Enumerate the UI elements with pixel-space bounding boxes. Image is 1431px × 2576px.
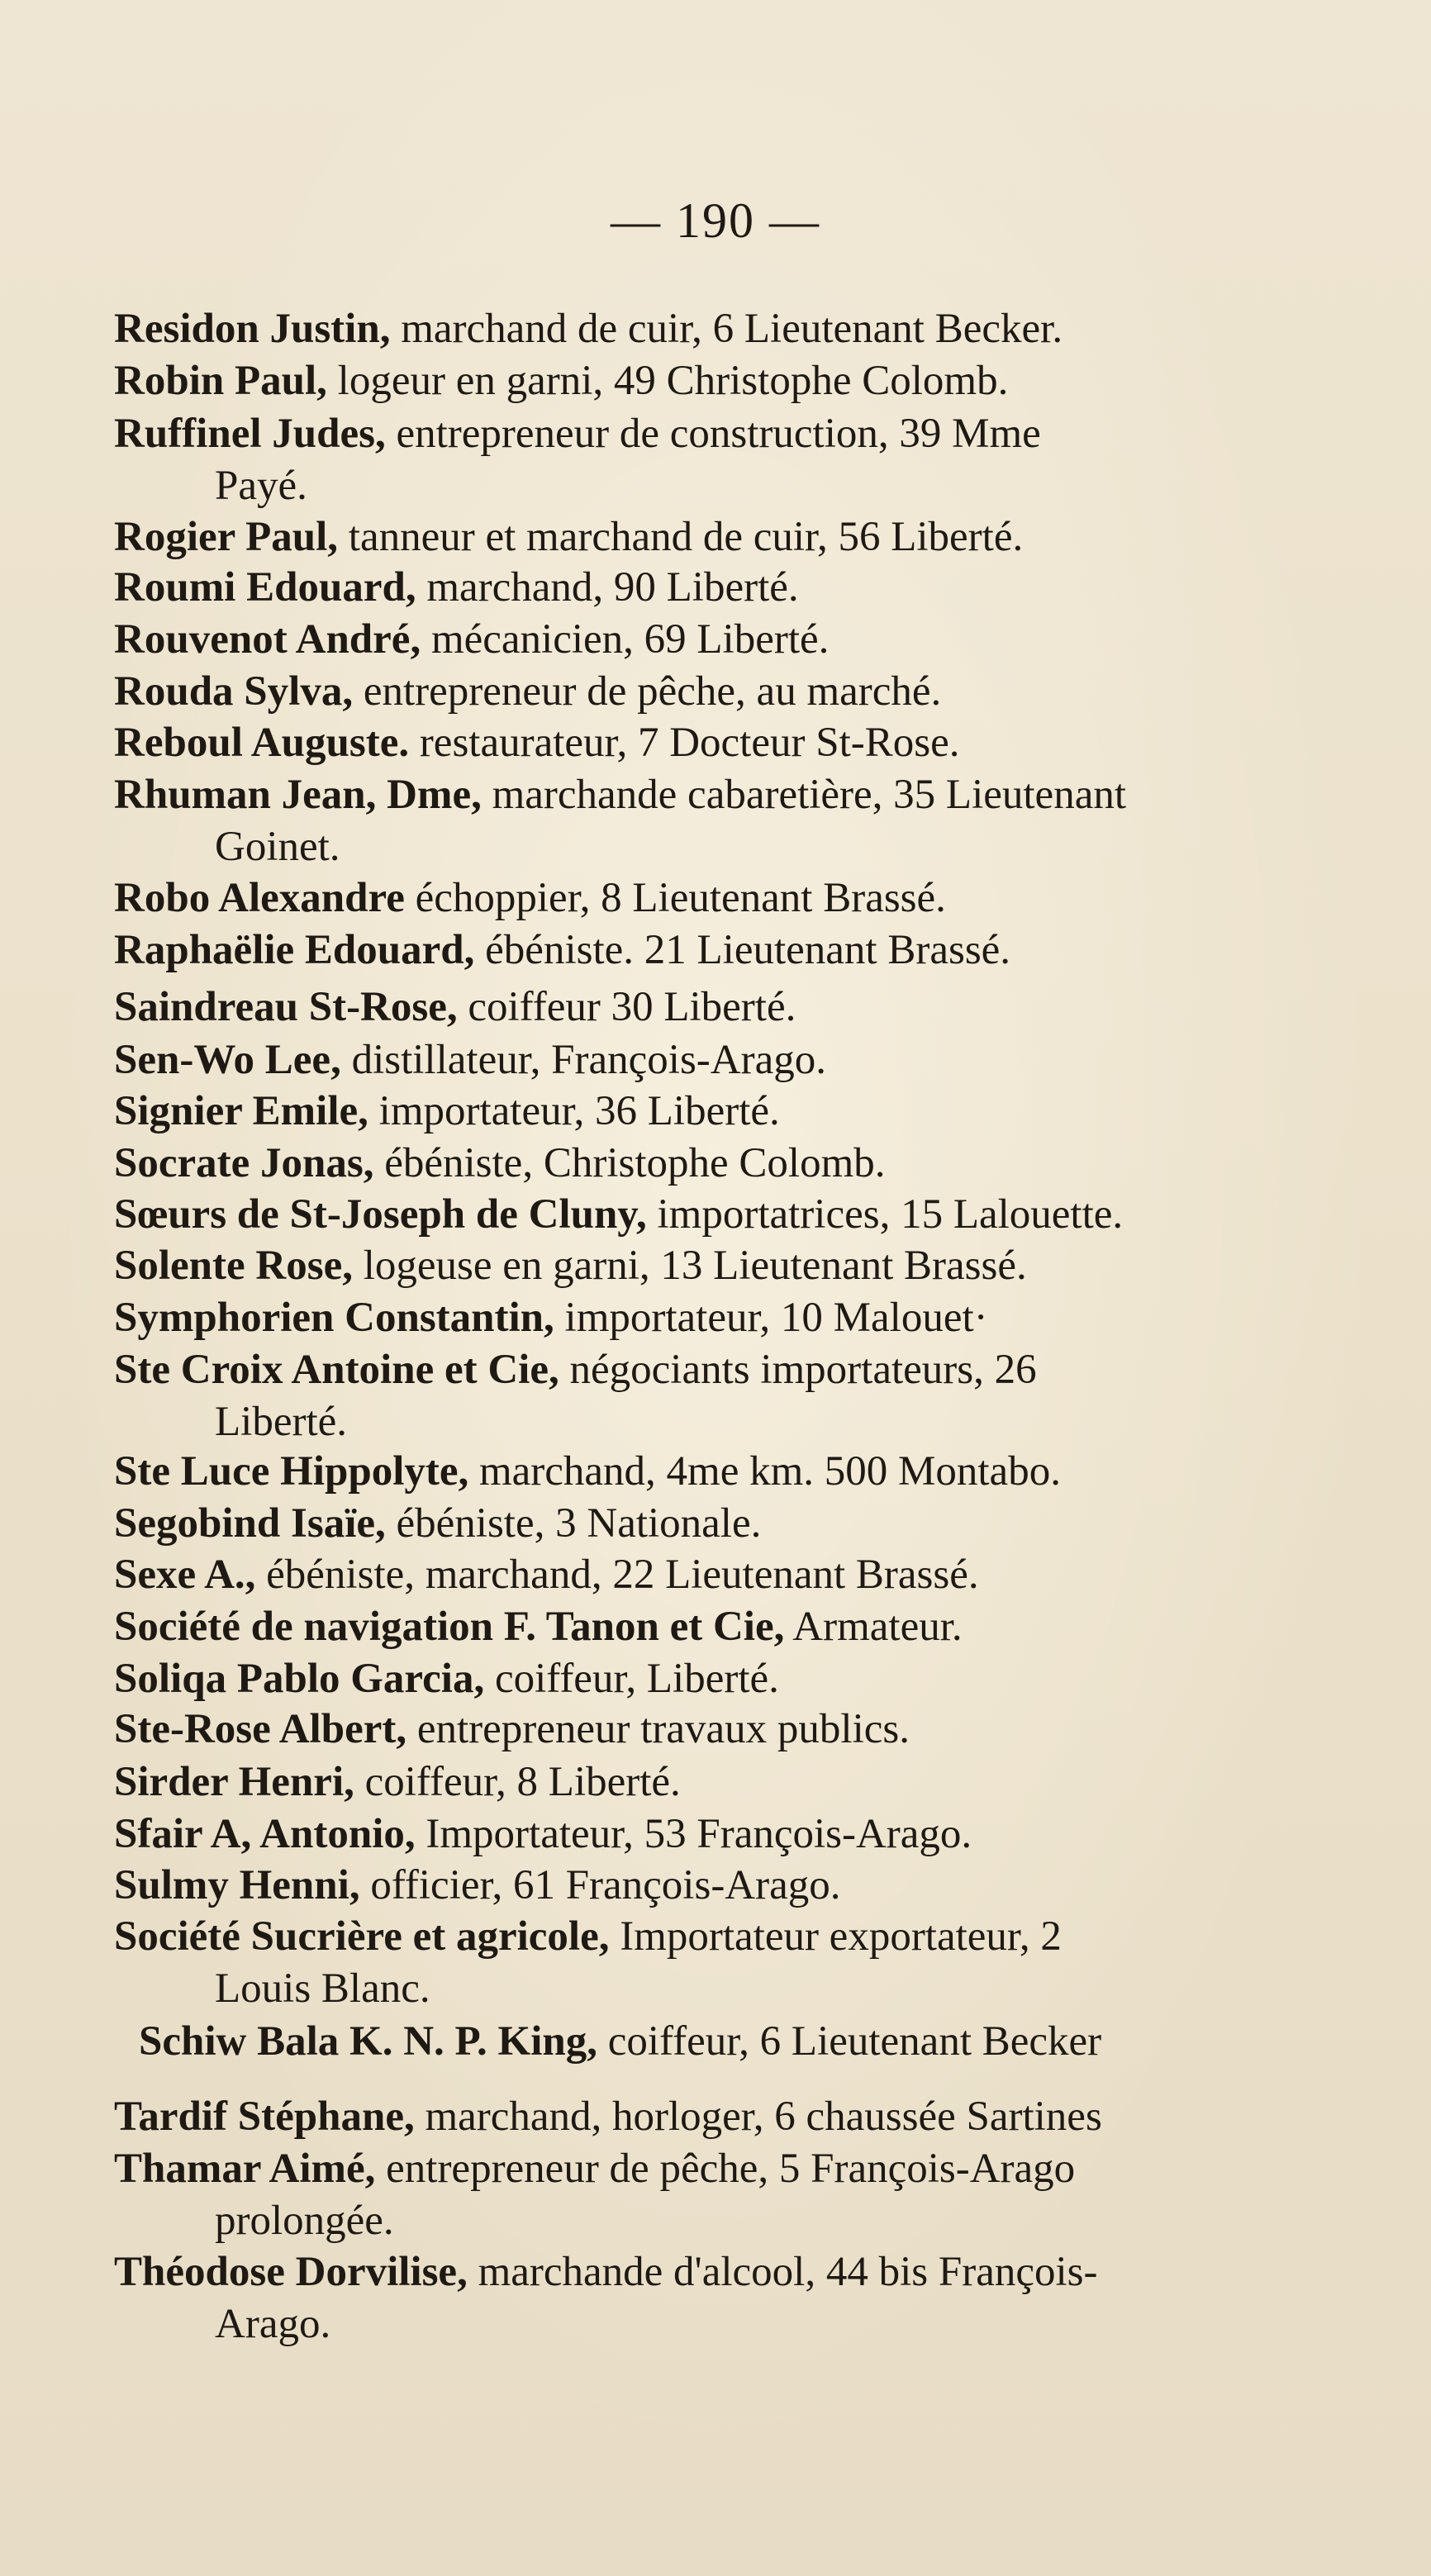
directory-entry bbox=[114, 924, 1320, 977]
directory-entry bbox=[114, 717, 1320, 769]
entry-details: entrepreneur travaux publics. bbox=[406, 1706, 910, 1752]
entry-name: Sen-Wo Lee, bbox=[114, 1037, 341, 1083]
entry-details: marchande d'alcool, 44 bis François- bbox=[467, 2249, 1098, 2295]
entry-details: ébéniste, 3 Nationale. bbox=[385, 1500, 762, 1547]
entry-name: Sexe A., bbox=[114, 1552, 256, 1598]
directory-entry bbox=[114, 614, 1320, 666]
entry-name: Rouvenot André, bbox=[114, 616, 421, 663]
entry-details: marchand, horloger, 6 chaussée Sartines bbox=[414, 2094, 1102, 2140]
entry-details: marchande cabaretière, 35 Lieutenant bbox=[481, 772, 1126, 818]
entry-details: échoppier, 8 Lieutenant Brassé. bbox=[404, 875, 946, 921]
entry-name: Rhuman Jean, Dme, bbox=[114, 772, 482, 818]
directory-entry bbox=[114, 1344, 1320, 1448]
entry-name: Société Sucrière et agricole, bbox=[114, 1913, 610, 1960]
directory-entry bbox=[114, 1808, 1320, 1861]
directory-entry bbox=[114, 1446, 1320, 1498]
entry-details: coiffeur, Liberté. bbox=[484, 1656, 779, 1702]
entry-details: coiffeur 30 Liberté. bbox=[457, 984, 796, 1030]
entry-name: Socrate Jonas, bbox=[114, 1140, 374, 1186]
entry-details: ébéniste, Christophe Colomb. bbox=[373, 1140, 886, 1186]
directory-entry bbox=[114, 2246, 1320, 2350]
entry-continuation: Liberté. bbox=[215, 1399, 347, 1445]
entry-name: Saindreau St-Rose, bbox=[114, 984, 458, 1030]
directory-entry bbox=[114, 355, 1320, 407]
directory-entry bbox=[114, 1138, 1320, 1190]
directory-entry bbox=[114, 2143, 1320, 2247]
entry-name: Soliqa Pablo Garcia, bbox=[114, 1656, 485, 1702]
entry-details: marchand, 90 Liberté. bbox=[416, 564, 799, 611]
directory-entry bbox=[114, 408, 1320, 512]
directory-entry bbox=[114, 1601, 1320, 1653]
directory-entry bbox=[114, 1034, 1320, 1086]
entry-details: ébéniste, marchand, 22 Lieutenant Brassé. bbox=[255, 1552, 979, 1598]
entry-name: Société de navigation F. Tanon et Cie, bbox=[114, 1604, 785, 1650]
entry-name: Solente Rose, bbox=[114, 1243, 353, 1289]
entry-details: entrepreneur de pêche, au marché. bbox=[353, 668, 942, 715]
directory-entry bbox=[114, 1549, 1320, 1601]
entry-details: logeur en garni, 49 Christophe Colomb. bbox=[326, 358, 1009, 404]
entry-name: Ste-Rose Albert, bbox=[114, 1706, 407, 1752]
entry-details: ébéniste. 21 Lieutenant Brassé. bbox=[474, 927, 1011, 973]
directory-entry bbox=[114, 981, 1320, 1034]
entry-continuation: Payé. bbox=[215, 463, 307, 509]
entry-details: logeuse en garni, 13 Lieutenant Brassé. bbox=[352, 1243, 1027, 1289]
entry-name: Sfair A, Antonio, bbox=[114, 1811, 416, 1857]
entry-name: Schiw Bala K. N. P. King, bbox=[139, 2018, 597, 2065]
entry-name: Ste Croix Antoine et Cie, bbox=[114, 1347, 559, 1393]
directory-entry bbox=[114, 303, 1320, 355]
directory-entry bbox=[114, 1292, 1320, 1344]
entry-details: importateur, 36 Liberté. bbox=[368, 1088, 780, 1134]
entry-name: Rouda Sylva, bbox=[114, 668, 354, 715]
entry-details: importateur, 10 Malouet· bbox=[554, 1295, 988, 1341]
directory-entry bbox=[114, 1653, 1320, 1705]
entry-name: Roumi Edouard, bbox=[114, 564, 416, 611]
directory-entry bbox=[114, 769, 1320, 873]
directory-entry bbox=[114, 562, 1320, 614]
entry-details: coiffeur, 8 Liberté. bbox=[354, 1759, 681, 1805]
entry-name: Ruffinel Judes, bbox=[114, 411, 386, 457]
entry-details: négociants importateurs, 26 bbox=[559, 1347, 1037, 1393]
entry-name: Ste Luce Hippolyte, bbox=[114, 1448, 469, 1495]
entry-details: tanneur et marchand de cuir, 56 Liberté. bbox=[338, 514, 1024, 560]
directory-entry bbox=[114, 1189, 1320, 1241]
directory-entry bbox=[114, 2091, 1320, 2143]
entry-details: Importateur, 53 François-Arago. bbox=[415, 1811, 972, 1857]
entry-details: mécanicien, 69 Liberté. bbox=[421, 616, 830, 663]
entry-continuation: Louis Blanc. bbox=[215, 1965, 430, 2012]
entry-name: Tardif Stéphane, bbox=[114, 2094, 415, 2140]
entry-details: coiffeur, 6 Lieutenant Becker bbox=[597, 2018, 1102, 2065]
entry-name: Théodose Dorvilise, bbox=[114, 2249, 468, 2295]
entry-name: Robo Alexandre bbox=[114, 875, 405, 921]
entry-name: Reboul Auguste. bbox=[114, 720, 410, 766]
entry-continuation: Arago. bbox=[215, 2301, 331, 2347]
entry-continuation: Goinet. bbox=[215, 824, 340, 870]
directory-entry bbox=[114, 1704, 1320, 1756]
directory-entry bbox=[114, 666, 1320, 718]
entry-details: entrepreneur de construction, 39 Mme bbox=[385, 411, 1041, 457]
entry-name: Rogier Paul, bbox=[114, 514, 339, 560]
directory-entry bbox=[139, 2016, 1345, 2068]
directory-entry bbox=[114, 1240, 1320, 1292]
entry-name: Residon Justin, bbox=[114, 306, 391, 352]
entry-details: importatrices, 15 Lalouette. bbox=[646, 1191, 1124, 1238]
directory-entry bbox=[114, 511, 1320, 563]
entry-details: officier, 61 François-Arago. bbox=[359, 1862, 841, 1908]
directory-entry bbox=[114, 1086, 1320, 1138]
directory-entry bbox=[114, 1756, 1320, 1808]
entry-name: Raphaëlie Edouard, bbox=[114, 927, 475, 973]
entry-details: Importateur exportateur, 2 bbox=[609, 1913, 1062, 1960]
entry-details: marchand de cuir, 6 Lieutenant Becker. bbox=[390, 306, 1063, 352]
entry-name: Sœurs de St-Joseph de Cluny, bbox=[114, 1191, 647, 1238]
directory-entry bbox=[114, 1498, 1320, 1550]
entry-details: Armateur. bbox=[784, 1604, 963, 1650]
entry-details: marchand, 4me km. 500 Montabo. bbox=[468, 1448, 1061, 1495]
entry-name: Segobind Isaïe, bbox=[114, 1500, 386, 1547]
entry-continuation: prolongée. bbox=[215, 2198, 394, 2244]
entry-name: Symphorien Constantin, bbox=[114, 1295, 554, 1341]
entry-details: distillateur, François-Arago. bbox=[340, 1037, 826, 1083]
entry-name: Sulmy Henni, bbox=[114, 1862, 360, 1908]
entry-name: Thamar Aimé, bbox=[114, 2146, 376, 2192]
page-number: — 190 — bbox=[611, 193, 820, 248]
directory-entry bbox=[114, 1911, 1320, 2015]
directory-entry bbox=[114, 1860, 1320, 1912]
entry-name: Sirder Henri, bbox=[114, 1759, 354, 1805]
entry-details: entrepreneur de pêche, 5 François-Arago bbox=[375, 2146, 1076, 2192]
entry-name: Signier Emile, bbox=[114, 1088, 368, 1134]
entry-name: Robin Paul, bbox=[114, 358, 327, 404]
entry-details: restaurateur, 7 Docteur St-Rose. bbox=[409, 720, 960, 766]
directory-entry bbox=[114, 872, 1320, 924]
